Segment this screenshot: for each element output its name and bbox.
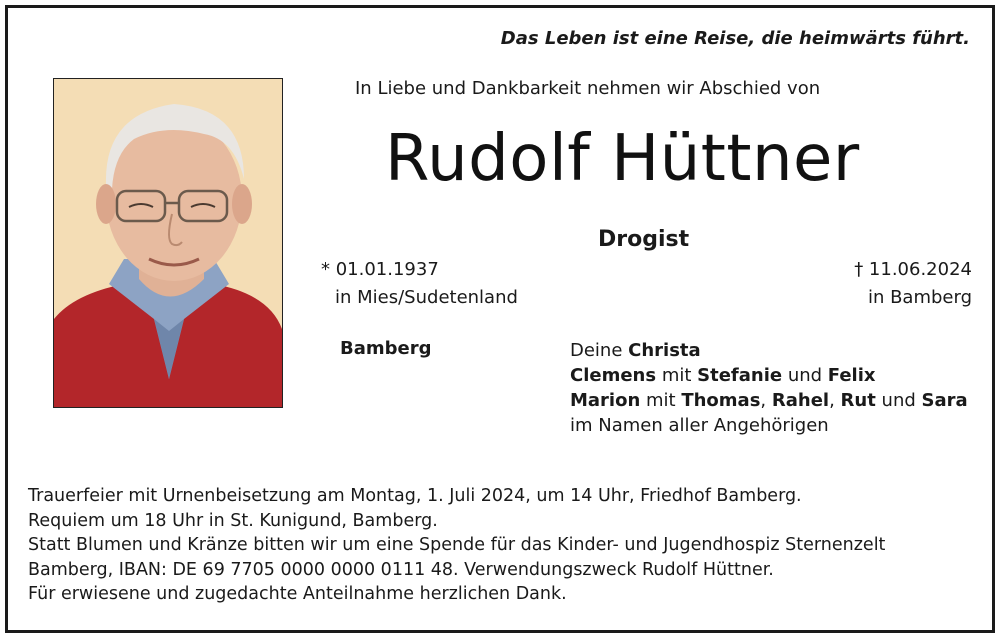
mourner-line <box>570 338 968 363</box>
city: Bamberg <box>340 338 432 359</box>
mourner-text: Deine <box>570 340 629 361</box>
death-date: † 11.06.2024 <box>854 259 972 280</box>
mourner-name: Marion <box>570 390 641 411</box>
mourner-name: Thomas <box>681 390 761 411</box>
profession: Drogist <box>598 227 690 252</box>
mourner-text: mit <box>656 365 698 386</box>
birth-place: in Mies/Sudetenland <box>335 287 518 308</box>
notice-line: Statt Blumen und Kränze bitten wir um eine Spende für das Kinder- und Jugendhospiz Sternenzelt <box>28 535 886 555</box>
mourner-text: , <box>760 390 772 411</box>
mourner-line: im Namen aller Angehörigen <box>570 415 829 436</box>
mourner-text: und <box>782 365 828 386</box>
mourner-line <box>570 363 968 388</box>
birth-date: * 01.01.1937 <box>321 259 439 280</box>
mourner-name: Sara <box>921 390 968 411</box>
mourner-name: Felix <box>827 365 876 386</box>
mourner-text: mit <box>640 390 682 411</box>
portrait-photo <box>53 78 283 408</box>
death-info <box>854 256 972 312</box>
mourner-text: , <box>829 390 841 411</box>
funeral-notice <box>28 484 885 607</box>
mourner-text: und <box>875 390 922 411</box>
mourner-name: Rut <box>840 390 876 411</box>
notice-line: Trauerfeier mit Urnenbeisetzung am Montag, 1. Juli 2024, um 14 Uhr, Friedhof Bamberg. <box>28 486 802 506</box>
mourner-name: Clemens <box>570 365 657 386</box>
deceased-name: Rudolf Hüttner <box>385 122 860 196</box>
notice-line: Für erwiesene und zugedachte Anteilnahme herzlichen Dank. <box>28 584 567 604</box>
motto: Das Leben ist eine Reise, die heimwärts führt. <box>500 28 970 49</box>
notice-line: Requiem um 18 Uhr in St. Kunigund, Bamberg. <box>28 510 438 531</box>
mourner-name: Rahel <box>771 390 830 411</box>
mourners-list <box>570 338 968 438</box>
mourner-name: Christa <box>628 340 701 361</box>
mourner-line <box>570 388 968 413</box>
mourner-name: Stefanie <box>697 365 783 386</box>
death-place: in Bamberg <box>867 287 972 308</box>
intro-text: In Liebe und Dankbarkeit nehmen wir Abschied von <box>355 78 821 99</box>
birth-info <box>321 256 518 312</box>
notice-line: Bamberg, IBAN: DE 69 7705 0000 0000 0111 48. Verwendungszweck Rudolf Hüttner. <box>28 559 774 580</box>
